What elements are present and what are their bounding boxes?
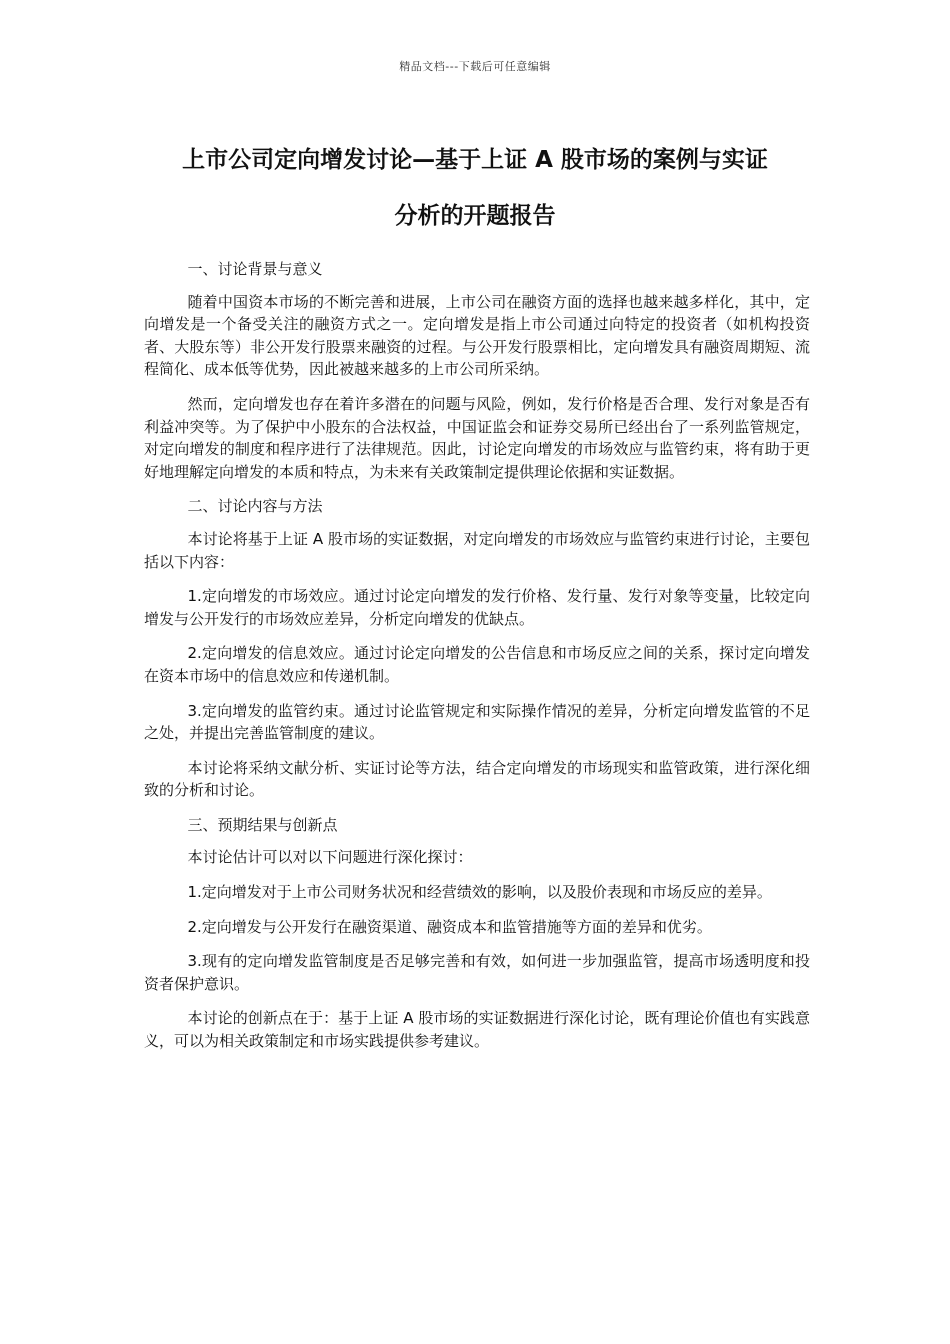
section-heading-background: 一、讨论背景与意义 <box>187 260 323 278</box>
paragraph-results-intro: 本讨论估计可以对以下问题进行深化探讨： <box>187 848 473 867</box>
paragraph-background-2: 然而，定向增发也存在着许多潜在的问题与风险，例如，发行价格是否合理、发行对象是否有利益冲突等。为了保护中小股东的合法权益，中国证监会和证券交易所已经出台了一系列监管规定，对定向增发的制度和程序进行了法律规范。因此，讨论定向增发的市场效应与监管约束，将有助于更好地理解定向增发的本质和特点，为未来有关政策制定提供理论依据和实证数据。 <box>144 394 810 481</box>
section-heading-content-method: 二、讨论内容与方法 <box>187 497 323 516</box>
title-line-2: 分析的开题报告 <box>394 203 556 229</box>
document-title <box>140 132 810 244</box>
section-heading-expected-results: 三、预期结果与创新点 <box>187 815 338 834</box>
header-note: 精品文档---下载后可任意编辑 <box>399 60 551 73</box>
title-line-1: 上市公司定向增发讨论—基于上证 A 股市场的案例与实证 <box>182 147 768 173</box>
paragraph-content-item-2: 2.定向增发的信息效应。通过讨论定向增发的公告信息和市场反应之间的关系，探讨定向增发在资本市场中的信息效应和传递机制。 <box>144 644 810 685</box>
paragraph-results-item-1: 1.定向增发对于上市公司财务状况和经营绩效的影响，以及股价表现和市场反应的差异。 <box>187 883 772 902</box>
document-body <box>144 258 810 1065</box>
paragraph-content-intro: 本讨论将基于上证 A 股市场的实证数据，对定向增发的市场效应与监管约束进行讨论，主要包括以下内容： <box>144 529 810 571</box>
paragraph-content-item-1: 1.定向增发的市场效应。通过讨论定向增发的发行价格、发行量、发行对象等变量，比较定向增发与公开发行的市场效应差异，分析定向增发的优缺点。 <box>144 587 810 628</box>
paragraph-background-1: 随着中国资本市场的不断完善和进展，上市公司在融资方面的选择也越来越多样化，其中，定向增发是一个备受关注的融资方式之一。定向增发是指上市公司通过向特定的投资者（如机构投资者、大股东等）非公开发行股票来融资的过程。与公开发行股票相比，定向增发具有融资周期短、流程简化、成本低等优势，因此被越来越多的上市公司所采纳。 <box>144 292 810 379</box>
paragraph-content-item-3: 3.定向增发的监管约束。通过讨论监管规定和实际操作情况的差异，分析定向增发监管的不足之处，并提出完善监管制度的建议。 <box>144 701 810 743</box>
paragraph-results-item-2: 2.定向增发与公开发行在融资渠道、融资成本和监管措施等方面的差异和优劣。 <box>187 917 712 936</box>
paragraph-innovation: 本讨论的创新点在于：基于上证 A 股市场的实证数据进行深化讨论，既有理论价值也有实践意义，可以为相关政策制定和市场实践提供参考建议。 <box>144 1009 810 1051</box>
paragraph-results-item-3: 3.现有的定向增发监管制度是否足够完善和有效，如何进一步加强监管，提高市场透明度和投资者保护意识。 <box>144 952 810 993</box>
paragraph-method: 本讨论将采纳文献分析、实证讨论等方法，结合定向增发的市场现实和监管政策，进行深化细致的分析和讨论。 <box>144 758 810 800</box>
